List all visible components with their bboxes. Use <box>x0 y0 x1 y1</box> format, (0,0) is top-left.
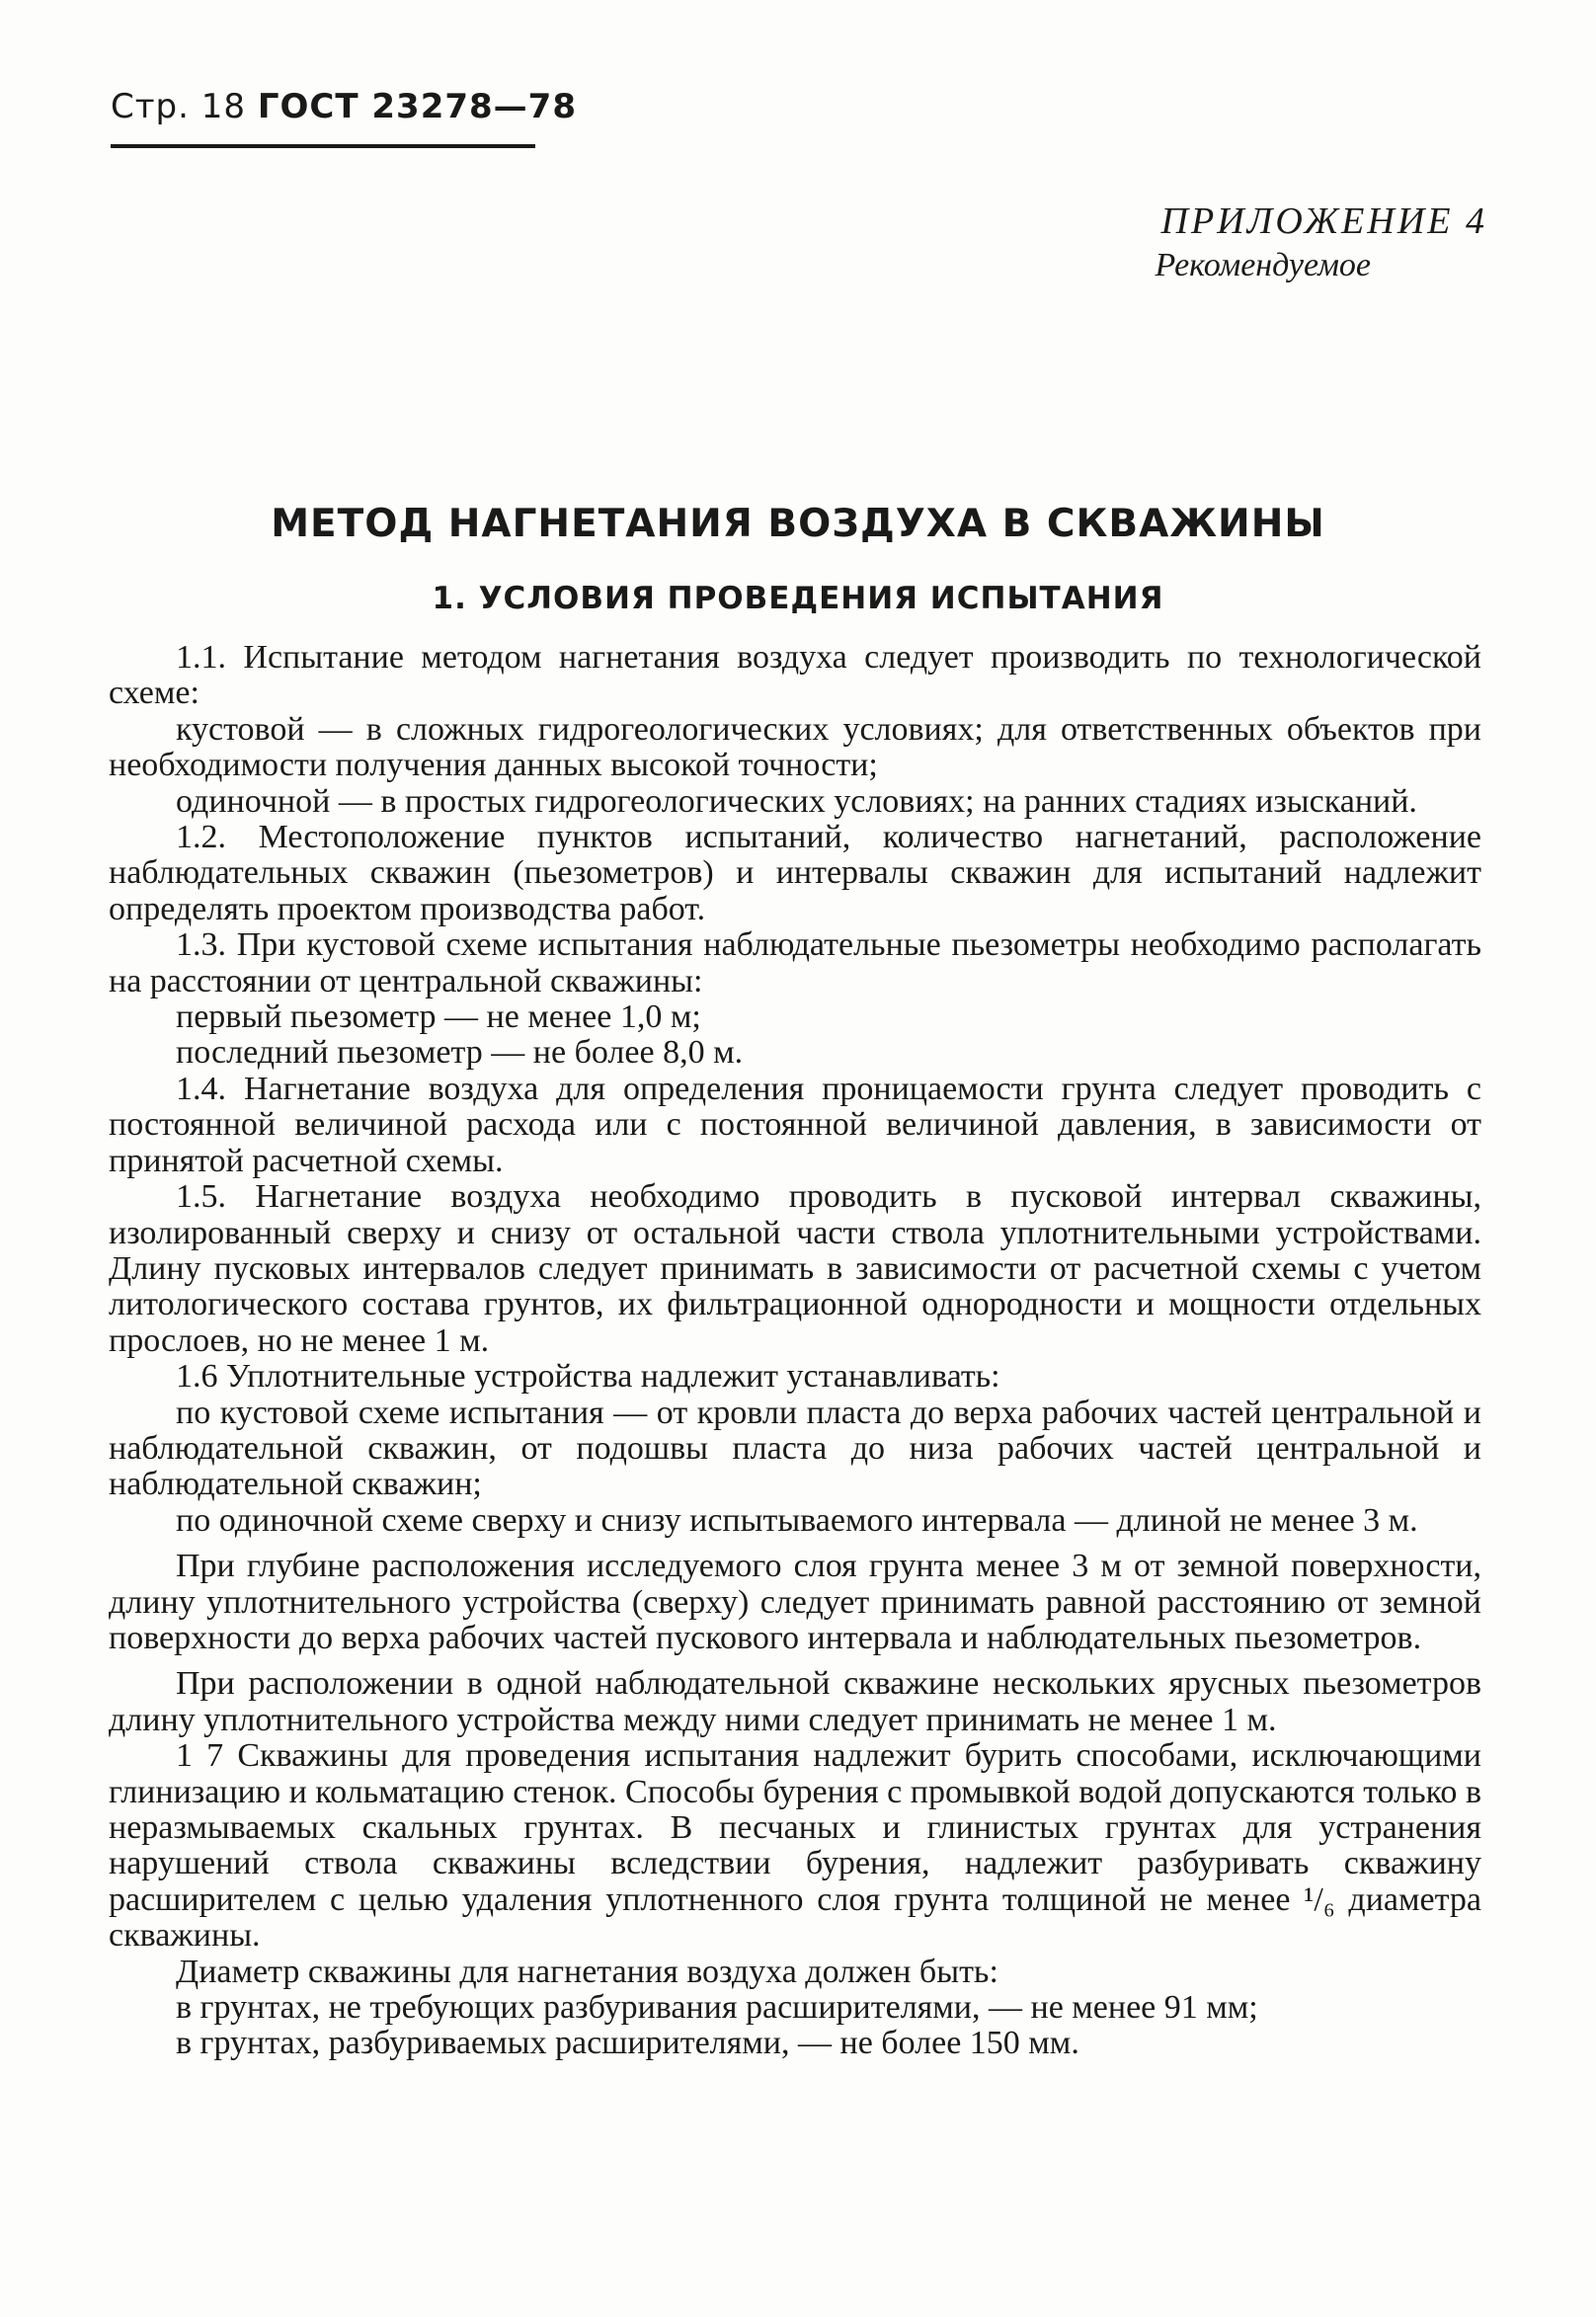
paragraph-single-scheme: одиночной — в простых гидрогеологических условиях; на ранних стадиях изысканий. <box>176 782 1417 820</box>
paragraph-diameter-min: в грунтах, не требующих разбуривания расширителями, — не менее 91 мм; <box>176 1989 1258 2027</box>
paragraph-cluster-seals: по кустовой схеме испытания — от кровли пласта до верха рабочих частей центральной и наблюдательной скважин, от подошвы пласта до низа рабочих частей центральной и наблюдательной скважин; <box>109 1394 1481 1503</box>
paragraph-first-piezometer: первый пьезометр — не менее 1,0 м; <box>176 999 701 1036</box>
paragraph-1-5: 1.5. Нагнетание воздуха необходимо проводить в пусковой интервал скважины, изолированный сверху и снизу от остальной части ствола уплотнительными устройствами. Длину пусковых интервалов следует принимать в зависимости от расчетной схемы с учетом литологического состава грунтов, их фильтрационной однородности и мощности отдельных прослоев, но не менее 1 м. <box>109 1178 1481 1359</box>
standard-designation: ГОСТ 23278—78 <box>257 87 577 126</box>
paragraph-last-piezometer: последний пьезометр — не более 8,0 м. <box>176 1034 744 1072</box>
appendix-number: ПРИЛОЖЕНИЕ 4 <box>1160 200 1487 242</box>
paragraph-1-2: 1.2. Местоположение пунктов испытаний, количество нагнетаний, расположение наблюдательных скважин (пьезометров) и интервалы скважин для испытаний надлежит определять проектом производства работ. <box>109 819 1481 927</box>
document-title: МЕТОД НАГНЕТАНИЯ ВОЗДУХА В СКВАЖИНЫ <box>271 502 1325 546</box>
paragraph-single-seals: по одиночной схеме сверху и снизу испытываемого интервала — длиной не менее 3 м. <box>176 1501 1418 1539</box>
paragraph-shallow-layer: При глубине расположения исследуемого слоя грунта менее 3 м от земной поверхности, длину уплотнительного устройства (сверху) следует принимать равной расстоянию от земной поверхности до верха рабочих частей пускового интервала и наблюдательных пьезометров. <box>109 1548 1481 1656</box>
section-title: 1. УСЛОВИЯ ПРОВЕДЕНИЯ ИСПЫТАНИЯ <box>432 581 1164 616</box>
page-header <box>111 87 577 126</box>
paragraph-tiered-piezometers: При расположении в одной наблюдательной скважине нескольких ярусных пьезометров длину уплотнительного устройства между ними следует принимать не менее 1 м. <box>109 1665 1481 1738</box>
paragraph-1-7: 1 7 Скважины для проведения испытания надлежит бурить способами, исключающими глинизацию и кольматацию стенок. Способы бурения с промывкой водой допускаются только в неразмываемых скальных грунтах. В песчаных и глинистых грунтах для устранения нарушений ствола скважины вследствии бурения, надлежит разбуривать скважину расширителем с целью удаления уплотненного слоя грунта толщиной не менее ¹/₆ диаметра скважины. <box>109 1737 1481 1955</box>
paragraph-diameter-max: в грунтах, разбуриваемых расширителями, — не более 150 мм. <box>176 2025 1079 2062</box>
paragraph-1-1: 1.1. Испытание методом нагнетания воздуха следует производить по технологической схеме: <box>109 639 1481 712</box>
paragraph-diameter: Диаметр скважины для нагнетания воздуха должен быть: <box>176 1953 998 1990</box>
appendix-block <box>1155 200 1487 284</box>
paragraph-cluster-scheme: кустовой — в сложных гидрогеологических условиях; для ответственных объектов при необходимости получения данных высокой точности; <box>109 710 1481 784</box>
header-underline <box>111 144 535 148</box>
paragraph-1-4: 1.4. Нагнетание воздуха для определения проницаемости грунта следует проводить с постоянной величиной расхода или с постоянной величиной давления, в зависимости от принятой расчетной схемы. <box>109 1070 1481 1179</box>
paragraph-1-3: 1.3. При кустовой схеме испытания наблюдательные пьезометры необходимо располагать на расстоянии от центральной скважины: <box>109 926 1481 999</box>
document-body <box>109 640 1481 2062</box>
paragraph-1-6: 1.6 Уплотнительные устройства надлежит устанавливать: <box>176 1358 1000 1396</box>
page-number-label: Стр. 18 <box>111 87 247 126</box>
appendix-status: Рекомендуемое <box>1155 247 1372 283</box>
